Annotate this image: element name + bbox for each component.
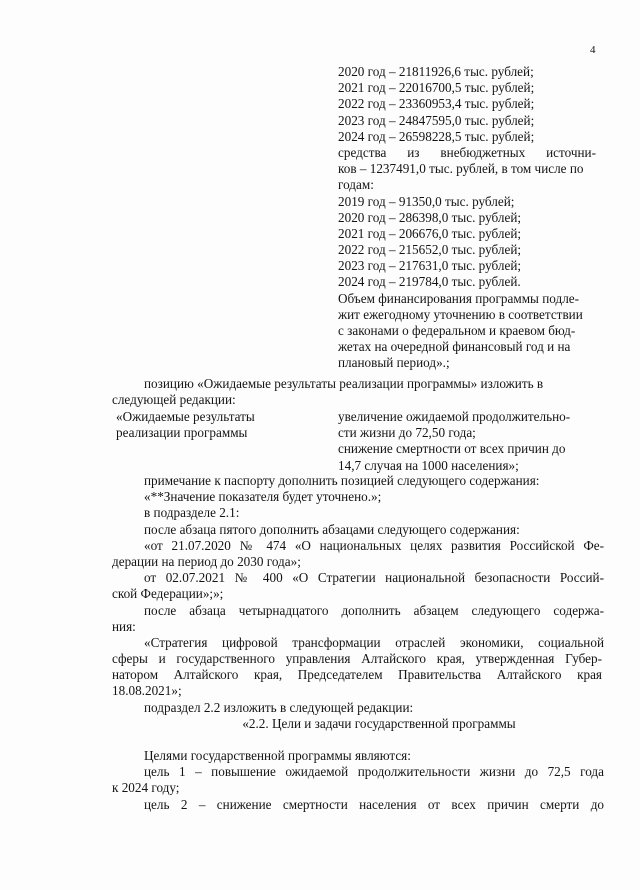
goals-block [144,748,604,780]
funding-budget-2020: 2020 год – 21811926,6 тыс. рублей; [338,64,534,79]
funding-budget-2022: 2022 год – 23360953,4 тыс. рублей; [338,96,535,112]
extrabudget-2022: 2022 год – 215652,0 тыс. рублей; [338,242,522,258]
goal-2-block [144,797,604,813]
extrabudget-2019: 2019 год – 91350,0 тыс. рублей; [338,193,515,209]
results-intro [144,376,604,392]
decree-400-line-1: от 02.07.2021 № 400 «О Стратегии национальной безопасности Россий- [144,570,604,585]
funding-note-line-2: жит ежегодному уточнению в соответствии [338,306,583,322]
extrabudget-2020: 2020 год – 286398,0 тыс. рублей; [338,209,522,225]
results-intro-line-2: следующей редакции: [112,392,236,407]
after-14-cont [112,619,602,635]
note-text: «**Значение показателя будет уточнено.»; [144,489,382,505]
funding-budget-2021: 2021 год – 22016700,5 тыс. рублей; [338,80,535,96]
note-intro-block [144,473,604,554]
goal-1-line-2: к 2024 году; [112,780,180,795]
funding-block [338,64,596,372]
goals-intro: Целями государственной программы являются: [144,748,411,763]
strategy-line-4: 18.08.2021»; [112,683,182,699]
results-value [338,409,596,474]
after-14-block [144,603,604,619]
subsection-2-1: в подразделе 2.1: [144,505,240,521]
funding-note-line-1: Объем финансирования программы подле- [338,290,580,306]
funding-budget-2023: 2023 год – 24847595,0 тыс. рублей; [338,112,535,128]
results-value-line-2: сти жизни до 72,50 года; [338,425,476,441]
goal-1-line-1: цель 1 – повышение ожидаемой продолжительности жизни до 72,5 года [144,764,604,780]
funding-note-line-4: жетах на очередной финансовый год и на [338,339,571,355]
results-value-line-1: увеличение ожидаемой продолжительно- [338,409,571,424]
strategy-first [144,635,604,651]
strategy-line-1: «Стратегия цифровой трансформации отраслей экономики, социальной [144,635,604,650]
note-intro: примечание к паспорту дополнить позицией следующего содержания: [144,473,540,488]
decree-400-cont [112,586,602,602]
results-intro-line-1: позицию «Ожидаемые результаты реализации программы» изложить в [144,376,544,391]
decree-400-line-2: ской Федерации»;»; [112,586,224,601]
extrabudget-2021: 2021 год – 206676,0 тыс. рублей; [338,225,522,241]
after-fifth-paragraph: после абзаца пятого дополнить абзацами следующего содержания: [144,521,520,537]
decree-474-line-2: дерации на период до 2030 года»; [112,554,301,569]
decree-474-line-1: «от 21.07.2020 № 474 «О национальных целях развития Российской Фе- [144,537,604,553]
heading-block [112,716,602,732]
funding-note-line-5: плановый период».; [338,355,450,371]
extrabudget-line-2: ков – 1237491,0 тыс. рублей, в том числе по [338,161,584,177]
extrabudget-line-3: годам: [338,177,374,193]
after-14-line-1: после абзаца четырнадцатого дополнить абзацем следующего содержа- [144,603,604,618]
extrabudget-2023: 2023 год – 217631,0 тыс. рублей; [338,258,522,274]
results-label-line-2: реализации программы [116,425,248,441]
decree-400 [144,570,604,586]
results-value-line-4: 14,7 случая на 1000 населения»; [338,457,519,473]
funding-note-line-3: с законами о федеральном и краевом бюд- [338,323,576,338]
strategy-rest [112,651,602,700]
page-number: 4 [590,44,596,56]
strategy-line-2: сферы и государственного управления Алтайского края, утвержденная Губер- [112,651,602,666]
goal-1-cont [112,780,602,796]
funding-budget-2024: 2024 год – 26598228,5 тыс. рублей; [338,128,535,144]
results-label [116,409,326,441]
decree-474-cont [112,554,602,570]
after-14-line-2: ния: [112,619,136,634]
strategy-line-3: натором Алтайского края, Председателем Правительства Алтайского края [112,667,602,683]
subsection-2-2: подраздел 2.2 изложить в следующей редакции: [144,700,414,715]
results-value-line-3: снижение смертности от всех причин до [338,441,566,457]
extrabudget-line-1: средства из внебюджетных источни- [338,144,596,160]
results-label-line-1: «Ожидаемые результаты [116,409,255,424]
sub22-block [144,700,604,716]
extrabudget-2024: 2024 год – 219784,0 тыс. рублей. [338,274,521,290]
results-intro-2 [112,392,602,408]
section-heading: «2.2. Цели и задачи государственной программы [242,716,516,731]
goal-2-line-1: цель 2 – снижение смертности населения от всех причин смерти до [144,797,604,812]
